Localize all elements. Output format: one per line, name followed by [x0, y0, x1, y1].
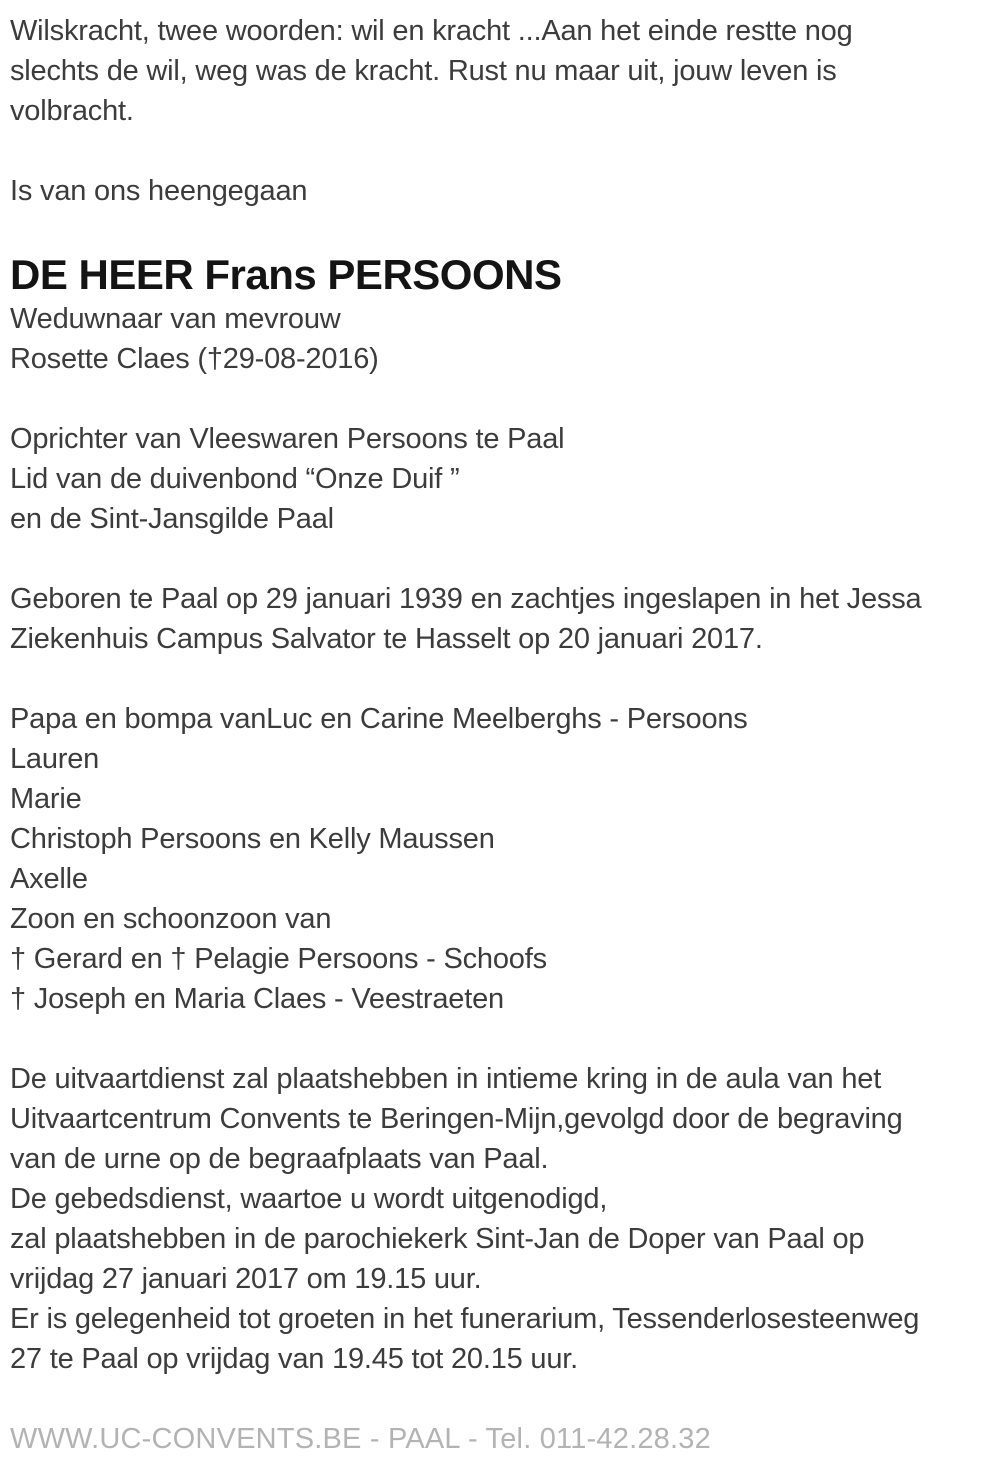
birth-death [10, 579, 990, 659]
quote-line: slechts de wil, weg was de kracht. Rust nu maar uit, jouw leven is [10, 55, 837, 87]
birth-death-line: Geboren te Paal op 29 januari 1939 en zachtjes ingeslapen in het Jessa [10, 583, 922, 615]
family-list [10, 699, 990, 1019]
family-line: Marie [10, 783, 82, 815]
membership-line: Lid van de duivenbond “Onze Duif ” [10, 463, 460, 495]
announcement [10, 171, 990, 211]
funeral-line: Er is gelegenheid tot groeten in het funerarium, Tessenderlosesteenweg [10, 1303, 920, 1335]
family-line: † Joseph en Maria Claes - Veestraeten [10, 983, 504, 1015]
family-line: Axelle [10, 863, 88, 895]
funeral-line: Uitvaartcentrum Convents te Beringen-Mijn,gevolgd door de begraving [10, 1103, 903, 1135]
family-line: Christoph Persoons en Kelly Maussen [10, 823, 495, 855]
funeral-line: De gebedsdienst, waartoe u wordt uitgenodigd, [10, 1183, 608, 1215]
memberships [10, 419, 990, 539]
funeral-line: zal plaatshebben in de parochiekerk Sint-Jan de Doper van Paal op [10, 1223, 865, 1255]
membership-line: en de Sint-Jansgilde Paal [10, 503, 334, 535]
family-line: Lauren [10, 743, 100, 775]
funeral-details [10, 1059, 990, 1379]
deceased-subtitle-line: Weduwnaar van mevrouw [10, 303, 341, 335]
announcement-line: Is van ons heengegaan [10, 175, 308, 207]
birth-death-line: Ziekenhuis Campus Salvator te Hasselt op 20 januari 2017. [10, 623, 763, 655]
family-line: Papa en bompa vanLuc en Carine Meelberghs - Persoons [10, 703, 748, 735]
footer [10, 1419, 990, 1459]
family-line: Zoon en schoonzoon van [10, 903, 332, 935]
membership-line: Oprichter van Vleeswaren Persoons te Paal [10, 423, 565, 455]
funeral-line: 27 te Paal op vrijdag van 19.45 tot 20.15 uur. [10, 1343, 578, 1375]
funeral-line: van de urne op de begraafplaats van Paal. [10, 1143, 549, 1175]
opening-quote [10, 11, 990, 131]
deceased-name: DE HEER Frans PERSOONS [10, 251, 562, 298]
quote-line: Wilskracht, twee woorden: wil en kracht ...Aan het einde restte nog [10, 15, 853, 47]
funeral-line: vrijdag 27 januari 2017 om 19.15 uur. [10, 1263, 482, 1295]
deceased-subtitle-line: Rosette Claes (†29-08-2016) [10, 343, 379, 375]
funeral-line: De uitvaartdienst zal plaatshebben in intieme kring in de aula van het [10, 1063, 882, 1095]
family-line: † Gerard en † Pelagie Persoons - Schoofs [10, 943, 547, 975]
funeral-home-contact: WWW.UC-CONVENTS.BE - PAAL - Tel. 011-42.28.32 [10, 1423, 711, 1455]
quote-line: volbracht. [10, 95, 134, 127]
deceased-block [10, 251, 990, 379]
